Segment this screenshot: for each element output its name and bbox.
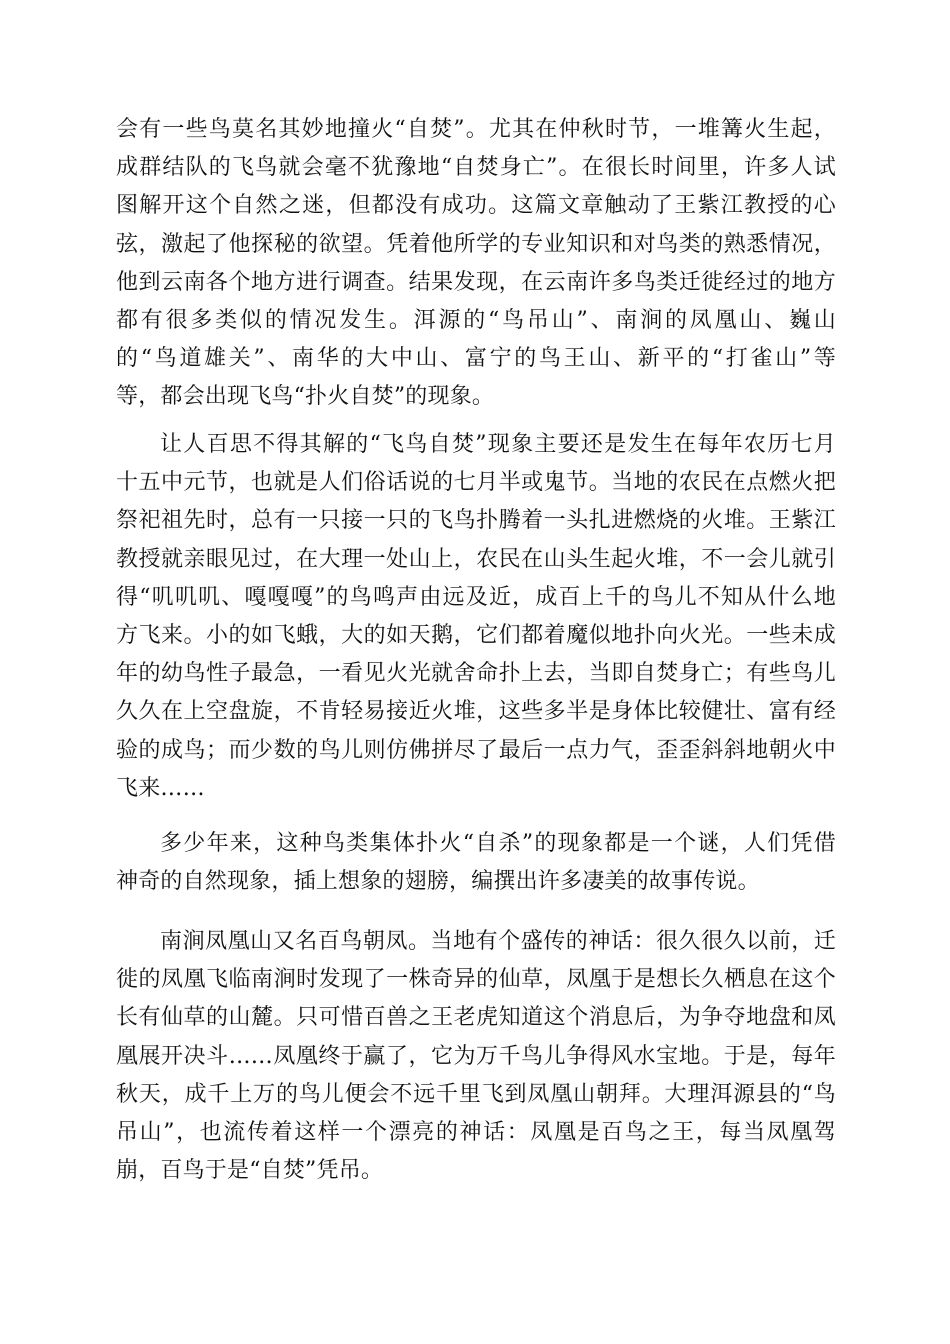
text-line: 多少年来，这种鸟类集体扑火“自杀”的现象都是一个谜，人们凭借	[160, 831, 836, 856]
text-line: 凰展开决斗……凤凰终于赢了，它为万千鸟儿争得风水宝地。于是，每年	[116, 1043, 836, 1069]
text-line: 祭祀祖先时，总有一只接一只的飞鸟扑腾着一头扎进燃烧的火堆。王紫江	[116, 508, 836, 534]
text-line: 图解开这个自然之迷，但都没有成功。这篇文章触动了王紫江教授的心	[116, 193, 836, 219]
text-line: 长有仙草的山麓。只可惜百兽之王老虎知道这个消息后，为争夺地盘和凤	[116, 1005, 836, 1031]
text-line: 年的幼鸟性子最急，一看见火光就舍命扑上去，当即自焚身亡；有些鸟儿	[116, 661, 836, 687]
text-line: 验的成鸟；而少数的鸟儿则仿佛拼尽了最后一点力气，歪歪斜斜地朝火中	[116, 737, 836, 763]
text-line: 等，都会出现飞鸟“扑火自焚”的现象。	[116, 384, 495, 410]
text-line: 十五中元节，也就是人们俗话说的七月半或鬼节。当地的农民在点燃火把	[116, 470, 836, 496]
text-line: 成群结队的飞鸟就会毫不犹豫地“自焚身亡”。在很长时间里，许多人试	[116, 155, 836, 181]
text-line: 会有一些鸟莫名其妙地撞火“自焚”。尤其在仲秋时节，一堆篝火生起，	[116, 117, 836, 142]
text-line: 飞来……	[116, 775, 205, 801]
text-line: 秋天，成千上万的鸟儿便会不远千里飞到凤凰山朝拜。大理洱源县的“鸟	[116, 1081, 836, 1107]
text-line: 徙的凤凰飞临南涧时发现了一株奇异的仙草，凤凰于是想长久栖息在这个	[116, 967, 836, 993]
paragraph-3	[116, 825, 836, 901]
text-line: 都有很多类似的情况发生。洱源的“鸟吊山”、南涧的凤凰山、巍山	[116, 307, 836, 333]
text-line: 南涧凤凰山又名百鸟朝凤。当地有个盛传的神话：很久很久以前，迁	[160, 929, 836, 954]
text-line: 他到云南各个地方进行调查。结果发现，在云南许多鸟类迁徙经过的地方	[116, 269, 836, 295]
paragraph-4	[116, 923, 836, 1190]
text-line: 弦，激起了他探秘的欲望。凭着他所学的专业知识和对鸟类的熟悉情况，	[116, 231, 836, 257]
text-line: 崩，百鸟于是“自焚”凭吊。	[116, 1158, 384, 1184]
text-line: 神奇的自然现象，插上想象的翅膀，编撰出许多凄美的故事传说。	[116, 869, 760, 895]
text-line: 方飞来。小的如飞蛾，大的如天鹅，它们都着魔似地扑向火光。一些未成	[116, 622, 836, 648]
paragraph-1	[116, 111, 836, 417]
text-line: 吊山”，也流传着这样一个漂亮的神话：凤凰是百鸟之王，每当凤凰驾	[116, 1119, 836, 1145]
paragraph-2	[116, 426, 836, 808]
text-line: 的“鸟道雄关”、南华的大中山、富宁的鸟王山、新平的“打雀山”等	[116, 346, 836, 372]
text-line: 让人百思不得其解的“飞鸟自焚”现象主要还是发生在每年农历七月	[160, 432, 836, 457]
text-line: 教授就亲眼见过，在大理一处山上，农民在山头生起火堆，不一会儿就引	[116, 546, 836, 572]
text-line: 久久在上空盘旋，不肯轻易接近火堆，这些多半是身体比较健壮、富有经	[116, 699, 836, 725]
text-line: 得“叽叽叽、嘎嘎嘎”的鸟鸣声由远及近，成百上千的鸟儿不知从什么地	[116, 584, 836, 610]
